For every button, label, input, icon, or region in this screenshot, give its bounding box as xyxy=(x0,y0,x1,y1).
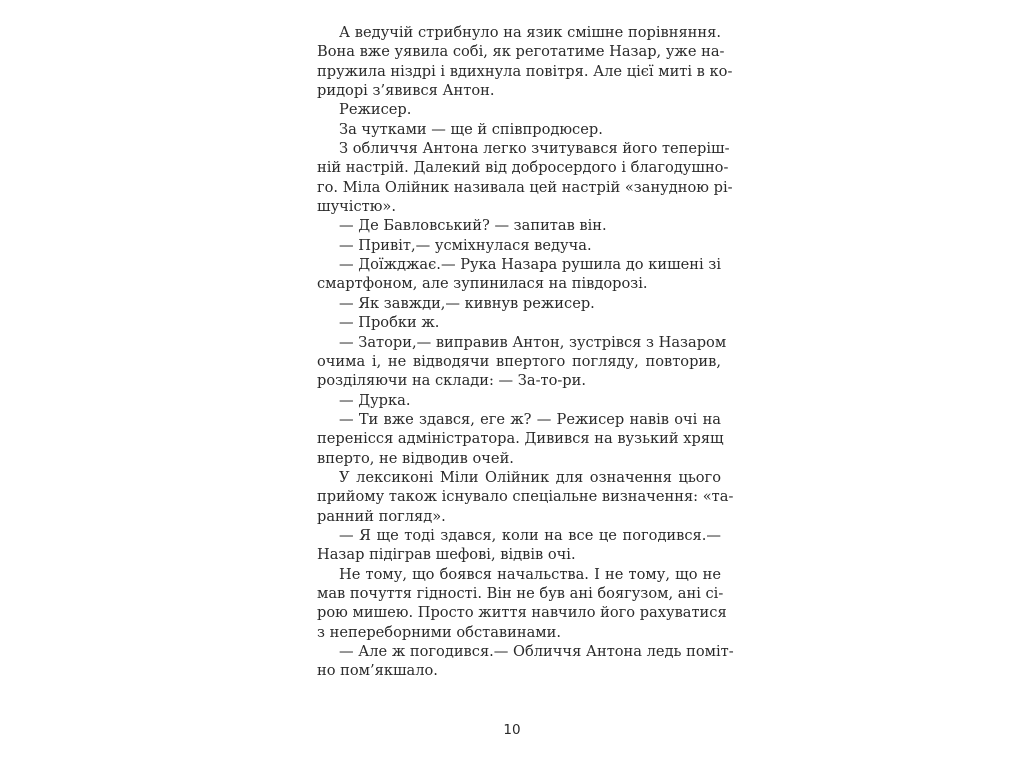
text-line: розділяючи на склади: — За-то-ри. xyxy=(317,372,586,390)
text-line: мав почуття гідності. Він не був ані боягузом, ані сі- xyxy=(317,584,724,602)
text-line: пружила ніздрі і вдихнула повітря. Але цієї миті в ко- xyxy=(317,62,733,80)
text-line: — Ти вже здався, еге ж? — Режисер навів очі на xyxy=(339,410,721,428)
text-line: У лексиконі Міли Олійник для означення цього xyxy=(339,468,721,486)
text-line: го. Міла Олійник називала цей настрій «занудною рі- xyxy=(317,178,733,196)
text-line: — Де Бавловський? — запитав він. xyxy=(339,217,607,235)
text-line: смартфоном, але зупинилася на півдорозі. xyxy=(317,275,648,293)
text-line: — Затори,— виправив Антон, зустрівся з Назаром xyxy=(339,333,727,351)
text-line: но пом’якшало. xyxy=(317,662,438,680)
text-line: Режисер. xyxy=(339,101,412,119)
text-line: — Привіт,— усміхнулася ведуча. xyxy=(339,236,592,254)
text-line: — Дурка. xyxy=(339,391,411,409)
text-line: з непереборними обставинами. xyxy=(317,623,561,641)
text-line: — Пробки ж. xyxy=(339,314,440,332)
text-line: З обличчя Антона легко зчитувався його теперіш- xyxy=(339,140,730,158)
text-line: перенісся адміністратора. Дивився на вузький хрящ xyxy=(317,430,724,448)
text-line: рою мишею. Просто життя навчило його рахуватися xyxy=(317,604,727,622)
text-line: ній настрій. Далекий від добросердого і благодушно- xyxy=(317,159,729,177)
text-line: Не тому, що боявся начальства. І не тому, що не xyxy=(339,565,721,583)
text-line: — Але ж погодився.— Обличчя Антона ледь поміт- xyxy=(339,643,734,660)
page-number: 10 xyxy=(503,722,521,738)
text-line: А ведучій стрибнуло на язик смішне порівняння. xyxy=(339,24,721,41)
text-line: — Доїжджає.— Рука Назара рушила до кишені зі xyxy=(339,256,721,274)
text-line: За чутками — ще й співпродюсер. xyxy=(339,120,603,138)
text-line: — Як завжди,— кивнув режисер. xyxy=(339,294,595,312)
text-line: ридорі з’явився Антон. xyxy=(317,82,495,100)
text-line: вперто, не відводив очей. xyxy=(317,449,514,467)
text-line: прийому також існувало спеціальне визначення: «та- xyxy=(317,488,734,506)
text-line: Назар підіграв шефові, відвів очі. xyxy=(317,546,576,564)
body-text xyxy=(317,23,734,681)
text-line: ранний погляд». xyxy=(317,507,446,525)
text-line: шучістю». xyxy=(317,198,396,216)
text-line: очима і, не відводячи впертого погляду, повторив, xyxy=(317,352,721,370)
text-line: — Я ще тоді здався, коли на все це погодився.— xyxy=(339,526,721,544)
text-line: Вона вже уявила собі, як реготатиме Назар, уже на- xyxy=(317,43,725,61)
